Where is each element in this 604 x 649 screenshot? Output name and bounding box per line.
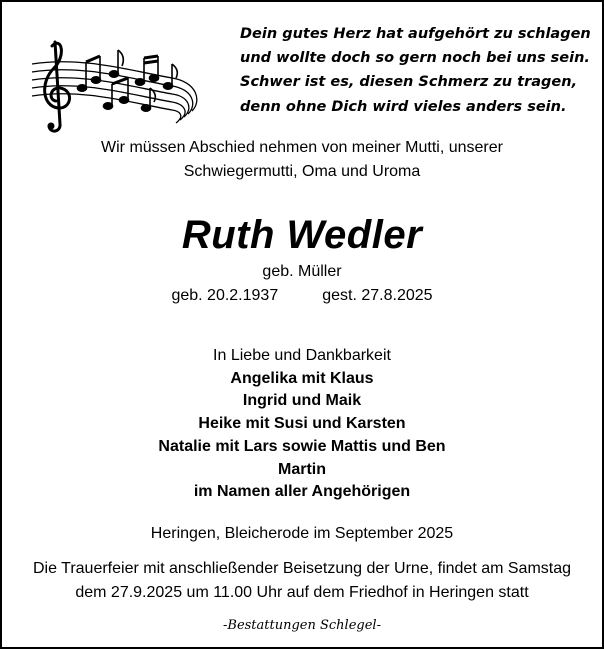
undertaker-credit: -Bestattungen Schlegel-: [223, 618, 381, 633]
poem-line: denn ohne Dich wird vieles anders sein.: [240, 98, 567, 115]
funeral-line: Die Trauerfeier mit anschließender Beisetzung der Urne, findet am Samstag: [32, 560, 572, 577]
intro-text: [2, 136, 602, 184]
place-date: Heringen, Bleicherode im September 2025: [150, 525, 454, 542]
intro-line: Schwiegermutti, Oma und Uroma: [183, 163, 421, 180]
poem: [240, 22, 600, 119]
music-notes-treble-clef-icon: [22, 16, 212, 136]
mourners-block: [2, 345, 602, 504]
poem-line: Schwer ist es, diesen Schmerz zu tragen,: [240, 74, 578, 91]
mourner-line: Angelika mit Klaus: [230, 369, 374, 387]
funeral-line: dem 27.9.2025 um 11.00 Uhr auf dem Friedhof in Heringen statt: [75, 584, 529, 601]
birth-name: geb. Müller: [262, 263, 342, 280]
intro-line: Wir müssen Abschied nehmen von meiner Mutti, unserer: [101, 139, 503, 156]
poem-line: und wollte doch so gern noch bei uns sein.: [240, 50, 590, 67]
funeral-info: [2, 557, 602, 605]
life-dates: [2, 285, 602, 307]
poem-line: Dein gutes Herz hat aufgehört zu schlagen: [240, 26, 591, 42]
mourner-line: Martin: [278, 460, 326, 478]
mourner-line: Heike mit Susi und Karsten: [198, 415, 406, 433]
birth-date: geb. 20.2.1937: [171, 287, 279, 304]
mourner-line: Natalie mit Lars sowie Mattis und Ben: [158, 437, 446, 455]
death-date: gest. 27.8.2025: [322, 287, 433, 304]
deceased-name: Ruth Wedler: [181, 213, 423, 257]
mourner-line: Ingrid und Maik: [242, 392, 362, 410]
mourners-heading: In Liebe und Dankbarkeit: [213, 347, 391, 364]
mourner-line: im Namen aller Angehörigen: [193, 483, 411, 501]
